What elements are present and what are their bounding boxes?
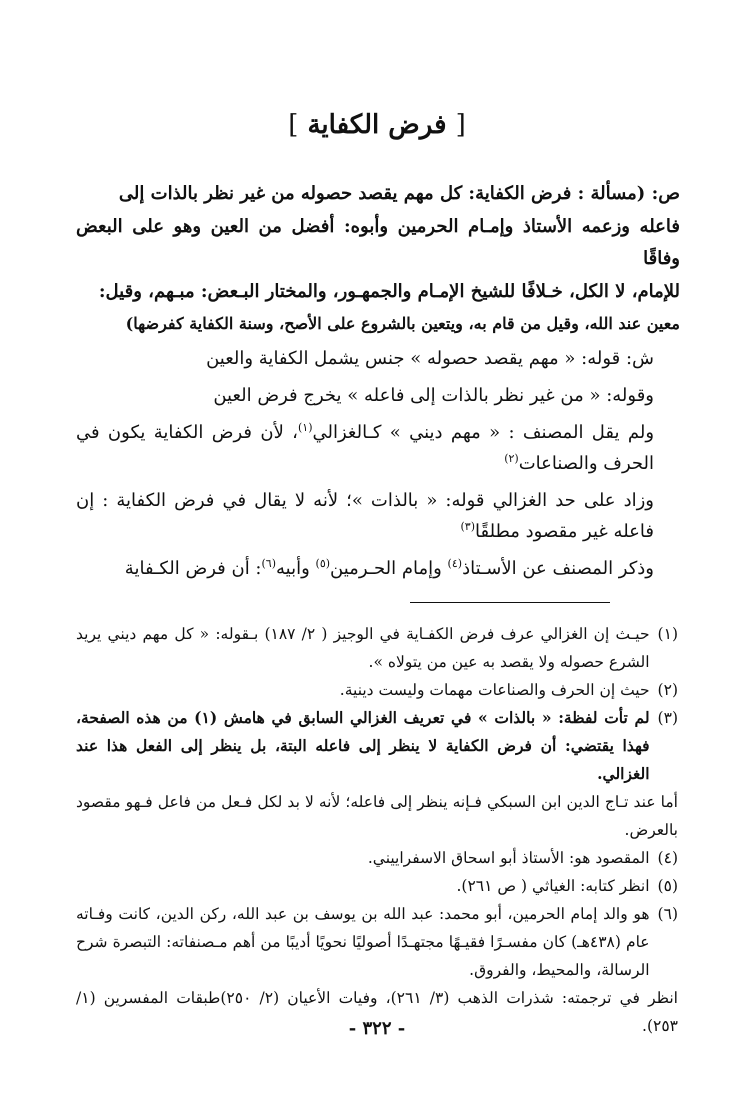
footnotes: [76, 620, 678, 1040]
footnote-3-continuation: [76, 788, 678, 844]
ruling-line-4: معين عند الله، وقيل من قام به، ويتعين بالشروع على الأصح، وسنة الكفاية كفرضها): [125, 314, 680, 333]
footnote-4: [76, 844, 678, 872]
footnote-ref-5[interactable]: (٥): [315, 556, 331, 570]
ruling-line-3: للإمام، لا الكل، خـلافًا للشيخ الإمـام والجمهـور، والمختار البـعض: مبـهم، وقيل:: [98, 280, 680, 302]
footnote-ref-6[interactable]: (٦): [261, 556, 277, 570]
footnote-3: [76, 704, 678, 788]
footnote-text: المقصود هو: الأستاذ أبو اسحاق الاسفراييني.: [367, 849, 650, 867]
heading-title: فرض الكفاية: [307, 110, 447, 140]
page-number: - ٣٢٢ -: [348, 1018, 406, 1039]
section-heading: [0, 110, 754, 140]
commentary-para-5-text-d: : أن فرض الكـفاية: [124, 557, 262, 579]
footnote-2: [76, 676, 678, 704]
commentary-para-3-text-b: ، لأن فرض الكفاية يكون في الحرف والصناعات: [76, 421, 654, 474]
commentary-para-5-text-b: وإمام الحـرمين: [330, 557, 448, 579]
commentary-para-3-text-a: ولم يقل المصنف : « مهم ديني » كـالغزالي: [312, 421, 655, 443]
footnote-5: [76, 872, 678, 900]
footnote-text: لم تأت لفظة: « بالذات » في تعريف الغزالي السابق في هامش (١) من هذه الصفحة، فهذا يقتضي: أن فرض الكفاية لا ينظر إلى فاعله البتة، بل ينظر إلى الفعل هذا عند الغزالي.: [76, 708, 650, 783]
ruling-line-1: ص: (مسألة : فرض الكفاية: كل مهم يقصد حصوله من غير نظر بالذات إلى: [118, 183, 680, 204]
footnote-ref-4[interactable]: (٤): [447, 556, 463, 570]
commentary-para-1: ش: قوله: « مهم يقصد حصوله » جنس يشمل الكفاية والعين: [206, 347, 654, 369]
footnote-number: (٥): [657, 877, 678, 895]
sharh-commentary: [76, 343, 680, 584]
footnote-text: انظر كتابه: الغياثي ( ص ٢٦١).: [456, 877, 650, 895]
footnote-1: [76, 620, 678, 676]
commentary-para-4: [76, 485, 680, 547]
footnote-text: هو والد إمام الحرمين، أبو محمد: عبد الله بن يوسف بن عبد الله، ركن الدين، كانت وفـاته عام (٤٣٨هـ) كان مفسـرًا فقيـهًا مجتهـدًا أصوليًا نحويًا أديبًا من أهم مـصنفاته: التبصرة شرح الرسالة، والمحيط، والفروق.: [76, 905, 650, 979]
footnote-ref-3[interactable]: (٣): [460, 519, 475, 533]
footnote-text: أما عند تـاج الدين ابن السبكي فـإنه ينظر إلى فاعله؛ لأنه لا بد لكل فـعل من فاعل فـهو مقصود بالعرض.: [76, 793, 678, 839]
ruling-line-2: فاعله وزعمه الأستاذ وإمـام الحرمين وأبوه: أفضل من العين وهو على البعض وفاقًا: [76, 215, 680, 269]
footnote-text: حيـث إن الغزالي عرف فرض الكفـاية في الوجيز ( ٢/ ١٨٧) بـقوله: « كل مهم ديني يريد الشرع حصوله ولا يقصد به عين من يتولاه ».: [76, 625, 650, 671]
footnote-text: انظر في ترجمته: شذرات الذهب (٣/ ٢٦١)، وفيات الأعيان (٢/ ٢٥٠)طبقات المفسرين (١/ ٢٥٣).: [76, 989, 678, 1035]
matn-ruling: [76, 178, 680, 341]
commentary-para-3: [76, 417, 680, 479]
footnote-6: [76, 900, 678, 984]
commentary-para-4-text: وزاد على حد الغزالي قوله: « بالذات »؛ لأنه لا يقال في فرض الكفاية : إن فاعله غير مقصود مطلقًا: [76, 489, 654, 542]
main-text: [76, 178, 680, 590]
commentary-para-5: [76, 553, 680, 584]
commentary-para-5-text-c: وأبيه: [276, 557, 316, 579]
heading-open-bracket: [: [455, 110, 466, 140]
footnote-number: (٢): [657, 681, 678, 699]
footnote-number: (١): [657, 625, 678, 643]
footnote-number: (٣): [657, 709, 678, 727]
footnote-ref-1[interactable]: (١): [298, 420, 313, 434]
footnote-divider: [410, 602, 610, 603]
commentary-para-5-text-a: وذكر المصنف عن الأسـتاذ: [462, 557, 654, 579]
footnote-number: (٤): [657, 849, 678, 867]
commentary-para-2: وقوله: « من غير نظر بالذات إلى فاعله » يخرج فرض العين: [213, 384, 654, 406]
footnote-ref-2[interactable]: (٢): [504, 451, 519, 465]
footnote-text: حيث إن الحرف والصناعات مهمات وليست دينية.: [339, 681, 650, 699]
footnote-number: (٦): [657, 905, 678, 923]
heading-close-bracket: ]: [288, 110, 299, 140]
